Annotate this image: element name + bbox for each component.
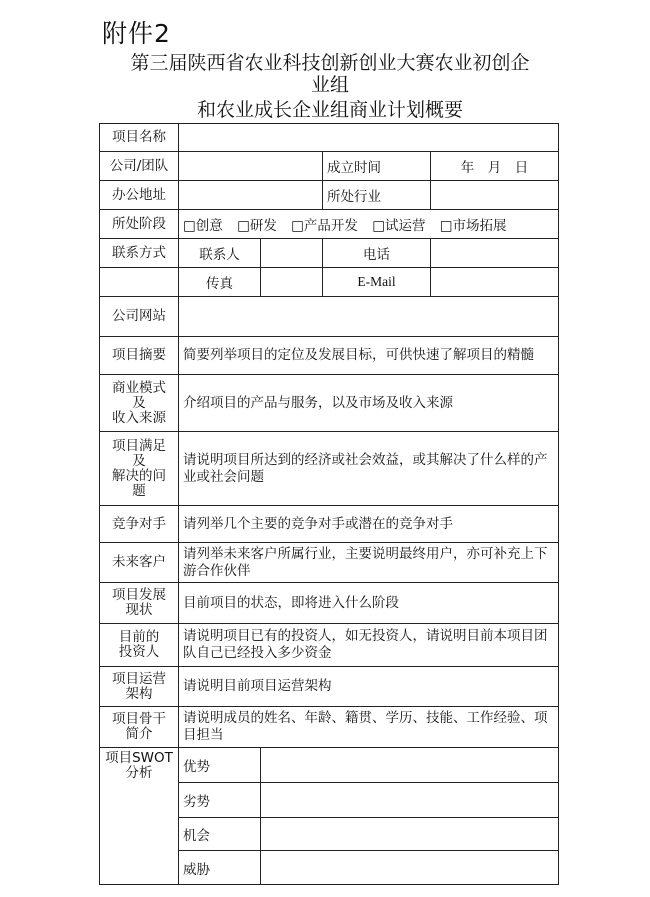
investor-hint[interactable]: 请说明项目已有的投资人，如无投资人，请说明目前本项目团队自己已经投入多少资金 <box>179 624 559 667</box>
row-stage <box>100 210 559 239</box>
stage-option-trial[interactable]: □试运营 <box>372 218 426 234</box>
fax-label: 传真 <box>179 268 261 297</box>
swot-weakness-field[interactable] <box>261 783 559 818</box>
summary-hint[interactable]: 简要列举项目的定位及发展目标，可供快速了解项目的精髓 <box>179 337 559 375</box>
fax-field[interactable] <box>261 268 323 297</box>
row-competitor <box>100 506 559 543</box>
stage-option-product-dev[interactable]: □产品开发 <box>291 218 358 234</box>
phone-field[interactable] <box>431 239 559 268</box>
contact-person-field[interactable] <box>261 239 323 268</box>
row-status <box>100 583 559 624</box>
founded-label: 成立时间 <box>323 152 431 181</box>
phone-label: 电话 <box>323 239 431 268</box>
row-problem <box>100 432 559 506</box>
investor-label: 目前的 投资人 <box>100 624 179 667</box>
title-line-3: 和农业成长企业组商业计划概要 <box>196 99 463 121</box>
email-label: E-Mail <box>323 268 431 297</box>
contact-label: 联系方式 <box>100 239 179 268</box>
founded-date-field[interactable]: 年 月 日 <box>431 152 559 181</box>
project-name-field[interactable] <box>179 124 559 152</box>
project-name-label: 项目名称 <box>100 124 179 152</box>
annex-number: 附件2 <box>102 19 171 48</box>
title-line-1: 第三届陕西省农业科技创新创业大赛农业初创企 <box>130 52 530 74</box>
business-model-label: 商业模式 及 收入来源 <box>100 375 179 432</box>
stage-options <box>179 210 559 239</box>
row-website <box>100 297 559 337</box>
swot-threat-field[interactable] <box>261 851 559 885</box>
stage-option-idea[interactable]: □创意 <box>183 218 223 234</box>
team-hint[interactable]: 请说明成员的姓名、年龄、籍贯、学历、技能、工作经验、项目担当 <box>179 707 559 748</box>
row-office <box>100 181 559 210</box>
row-company <box>100 152 559 181</box>
office-address-field[interactable] <box>179 181 323 210</box>
swot-opportunity-label: 机会 <box>179 818 261 851</box>
problem-solved-hint[interactable]: 请说明项目所达到的经济或社会效益，或其解决了什么样的产业或社会问题 <box>179 432 559 506</box>
title-line-2: 业组 <box>310 74 349 96</box>
status-label: 项目发展 现状 <box>100 583 179 624</box>
row-project-name <box>100 124 559 152</box>
business-model-hint[interactable]: 介绍项目的产品与服务，以及市场及收入来源 <box>179 375 559 432</box>
future-customer-hint[interactable]: 请列举未来客户所属行业，主要说明最终用户，亦可补充上下游合作伙伴 <box>179 543 559 583</box>
industry-field[interactable] <box>431 181 559 210</box>
competitor-label: 竞争对手 <box>100 506 179 543</box>
row-business-model <box>100 375 559 432</box>
swot-strength-field[interactable] <box>261 748 559 783</box>
company-label: 公司/团队 <box>100 152 179 181</box>
row-swot-strength <box>100 748 559 783</box>
website-field[interactable] <box>179 297 559 337</box>
stage-option-rnd[interactable]: □研发 <box>237 218 277 234</box>
row-contact <box>100 239 559 268</box>
status-hint[interactable]: 目前项目的状态，即将进入什么阶段 <box>179 583 559 624</box>
row-investor <box>100 624 559 667</box>
row-operation <box>100 667 559 707</box>
row-summary <box>100 337 559 375</box>
future-customer-label: 未来客户 <box>100 543 179 583</box>
website-label: 公司网站 <box>100 297 179 337</box>
operation-hint[interactable]: 请说明目前项目运营架构 <box>179 667 559 707</box>
swot-weakness-label: 劣势 <box>179 783 261 818</box>
industry-label: 所处行业 <box>323 181 431 210</box>
swot-threat-label: 威胁 <box>179 851 261 885</box>
row-team <box>100 707 559 748</box>
stage-option-market[interactable]: □市场拓展 <box>439 218 507 234</box>
business-plan-form <box>99 123 559 885</box>
row-customer <box>100 543 559 583</box>
swot-opportunity-field[interactable] <box>261 818 559 851</box>
company-field[interactable] <box>179 152 323 181</box>
contact-empty-cell <box>100 268 179 297</box>
swot-strength-label: 优势 <box>179 748 261 783</box>
team-label: 项目骨干 简介 <box>100 707 179 748</box>
row-fax <box>100 268 559 297</box>
competitor-hint[interactable]: 请列举几个主要的竞争对手或潜在的竞争对手 <box>179 506 559 543</box>
office-address-label: 办公地址 <box>100 181 179 210</box>
summary-label: 项目摘要 <box>100 337 179 375</box>
stage-label: 所处阶段 <box>100 210 179 239</box>
swot-label: 项目SWOT 分析 <box>100 748 179 885</box>
contact-person-label: 联系人 <box>179 239 261 268</box>
problem-solved-label: 项目满足 及 解决的问 题 <box>100 432 179 506</box>
email-field[interactable] <box>431 268 559 297</box>
operation-label: 项目运营 架构 <box>100 667 179 707</box>
